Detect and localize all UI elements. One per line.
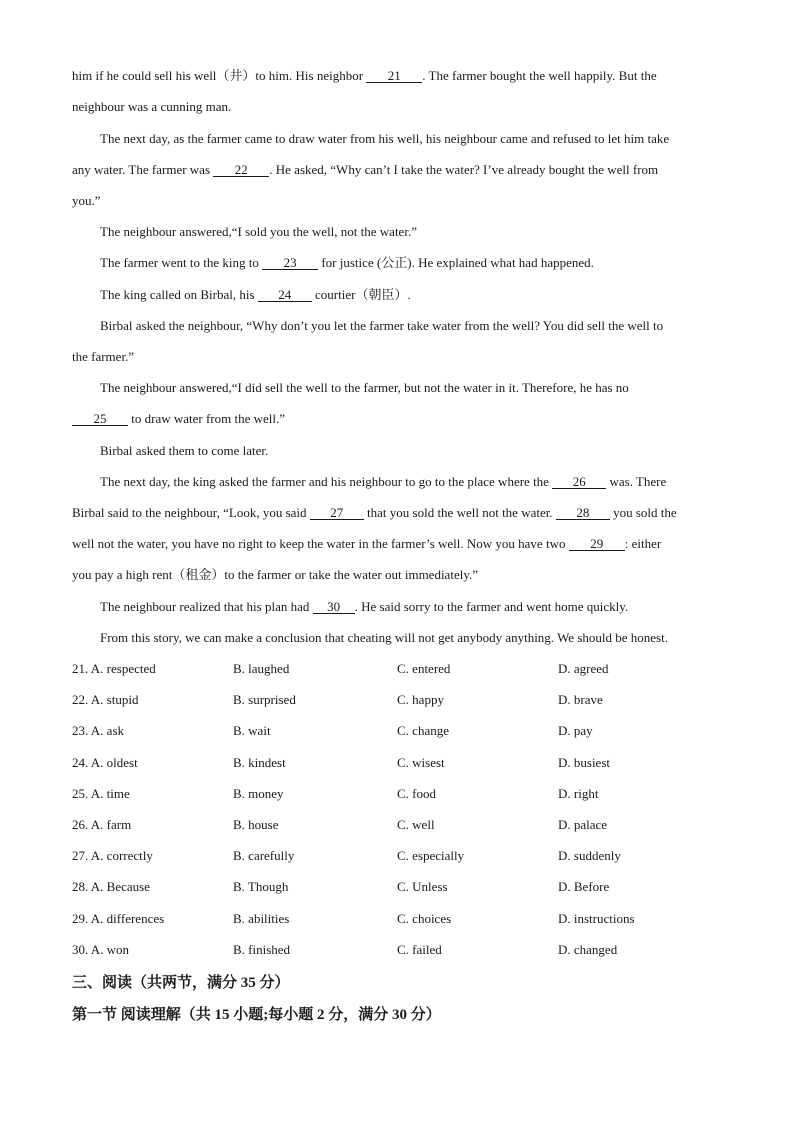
passage-line: you pay a high rent（租金）to the farmer or take the water out immediately.”	[72, 567, 478, 582]
option-a: 29. A. differences	[72, 911, 165, 926]
passage-line	[100, 466, 724, 497]
passage-line: From this story, we can make a conclusion that cheating will not get anybody anything. We should be honest.	[100, 630, 668, 645]
option-d: D. suddenly	[558, 848, 621, 863]
passage-text: . He asked, “Why can’t I take the water? I’ve already bought the well from	[269, 162, 659, 177]
passage-line	[72, 154, 724, 185]
option-d: D. busiest	[558, 755, 610, 770]
question-row	[72, 911, 724, 931]
option-d: D. instructions	[558, 911, 635, 926]
passage-text: to draw water from the well.”	[128, 411, 286, 426]
option-c: C. happy	[397, 692, 444, 707]
option-b: B. laughed	[233, 661, 290, 676]
passage-text: for justice (公正). He explained what had happened.	[318, 255, 594, 270]
option-b: B. carefully	[233, 848, 295, 863]
option-c: C. food	[397, 786, 436, 801]
passage-line	[100, 591, 724, 622]
blank-29: 29	[569, 537, 625, 551]
option-b: B. wait	[233, 723, 271, 738]
passage-line: neighbour was a cunning man.	[72, 99, 232, 114]
passage-text: The neighbour realized that his plan had	[100, 599, 313, 614]
option-a: 28. A. Because	[72, 879, 150, 894]
passage-line: The neighbour answered,“I did sell the well to the farmer, but not the water in it. Therefore, he has no	[100, 380, 629, 395]
option-d: D. Before	[558, 879, 610, 894]
option-b: B. abilities	[233, 911, 290, 926]
option-a: 26. A. farm	[72, 817, 132, 832]
option-d: D. agreed	[558, 661, 609, 676]
question-row	[72, 661, 724, 681]
passage-text: . The farmer bought the well happily. But the	[422, 68, 657, 83]
question-row	[72, 817, 724, 837]
option-d: D. palace	[558, 817, 608, 832]
passage-text: The farmer went to the king to	[100, 255, 263, 270]
option-a: 25. A. time	[72, 786, 130, 801]
blank-23: 23	[262, 256, 318, 270]
passage-text: The king called on Birbal, his	[100, 287, 258, 302]
option-c: C. entered	[397, 661, 451, 676]
passage-line	[72, 528, 724, 559]
option-b: B. surprised	[233, 692, 296, 707]
option-b: B. kindest	[233, 755, 286, 770]
passage-line	[72, 403, 724, 434]
option-c: C. especially	[397, 848, 465, 863]
option-b: B. money	[233, 786, 284, 801]
option-a: 27. A. correctly	[72, 848, 153, 863]
passage-text: any water. The farmer was	[72, 162, 214, 177]
blank-24: 24	[258, 288, 312, 302]
passage-text: Birbal said to the neighbour, “Look, you said	[72, 505, 310, 520]
passage-line	[72, 497, 724, 528]
question-row	[72, 942, 724, 962]
blank-21: 21	[366, 69, 422, 83]
passage-text: courtier（朝臣）.	[311, 287, 411, 302]
section-title: 三、阅读（共两节，满分 35 分）	[72, 975, 290, 991]
section-subtitle: 第一节 阅读理解（共 15 小题;每小题 2 分，满分 30 分）	[72, 1007, 441, 1023]
option-c: C. failed	[397, 942, 442, 957]
blank-28: 28	[556, 506, 610, 520]
option-c: C. wisest	[397, 755, 445, 770]
option-a: 22. A. stupid	[72, 692, 139, 707]
passage-line: The next day, as the farmer came to draw water from his well, his neighbour came and refused to let him take	[100, 131, 670, 146]
option-d: D. brave	[558, 692, 603, 707]
question-row	[72, 848, 724, 868]
passage-line	[100, 247, 724, 278]
option-a: 30. A. won	[72, 942, 130, 957]
question-row	[72, 692, 724, 712]
option-c: C. choices	[397, 911, 452, 926]
passage-line	[100, 279, 724, 310]
question-row	[72, 879, 724, 899]
option-c: C. Unless	[397, 879, 448, 894]
passage-line	[72, 60, 724, 91]
passage-text: was. There	[606, 474, 667, 489]
passage-line: Birbal asked the neighbour, “Why don’t you let the farmer take water from the well? You did sell the well to	[100, 318, 664, 333]
option-a: 21. A. respected	[72, 661, 156, 676]
blank-26: 26	[552, 475, 606, 489]
passage-text: The next day, the king asked the farmer and his neighbour to go to the place where the	[100, 474, 553, 489]
option-a: 24. A. oldest	[72, 755, 138, 770]
passage-text: . He said sorry to the farmer and went home quickly.	[354, 599, 629, 614]
blank-27: 27	[310, 506, 364, 520]
question-row	[72, 786, 724, 806]
passage-text: him if he could sell his well（井）to him. His neighbor	[72, 68, 367, 83]
blank-30: 30	[313, 600, 355, 614]
blank-25: 25	[72, 412, 128, 426]
option-b: B. house	[233, 817, 279, 832]
option-b: B. Though	[233, 879, 289, 894]
question-row	[72, 755, 724, 775]
option-d: D. changed	[558, 942, 618, 957]
option-d: D. right	[558, 786, 599, 801]
option-b: B. finished	[233, 942, 291, 957]
option-c: C. well	[397, 817, 435, 832]
blank-22: 22	[213, 163, 269, 177]
passage-line: the farmer.”	[72, 349, 135, 364]
passage-text: well not the water, you have no right to keep the water in the farmer’s well. Now you have two	[72, 536, 569, 551]
option-d: D. pay	[558, 723, 593, 738]
passage-line: Birbal asked them to come later.	[100, 443, 269, 458]
option-a: 23. A. ask	[72, 723, 124, 738]
question-row	[72, 723, 724, 743]
passage-line: The neighbour answered,“I sold you the well, not the water.”	[100, 224, 417, 239]
passage-text: you sold the	[609, 505, 677, 520]
passage-text: that you sold the well not the water.	[363, 505, 556, 520]
option-c: C. change	[397, 723, 449, 738]
passage-line: you.”	[72, 193, 101, 208]
passage-text: : either	[624, 536, 662, 551]
